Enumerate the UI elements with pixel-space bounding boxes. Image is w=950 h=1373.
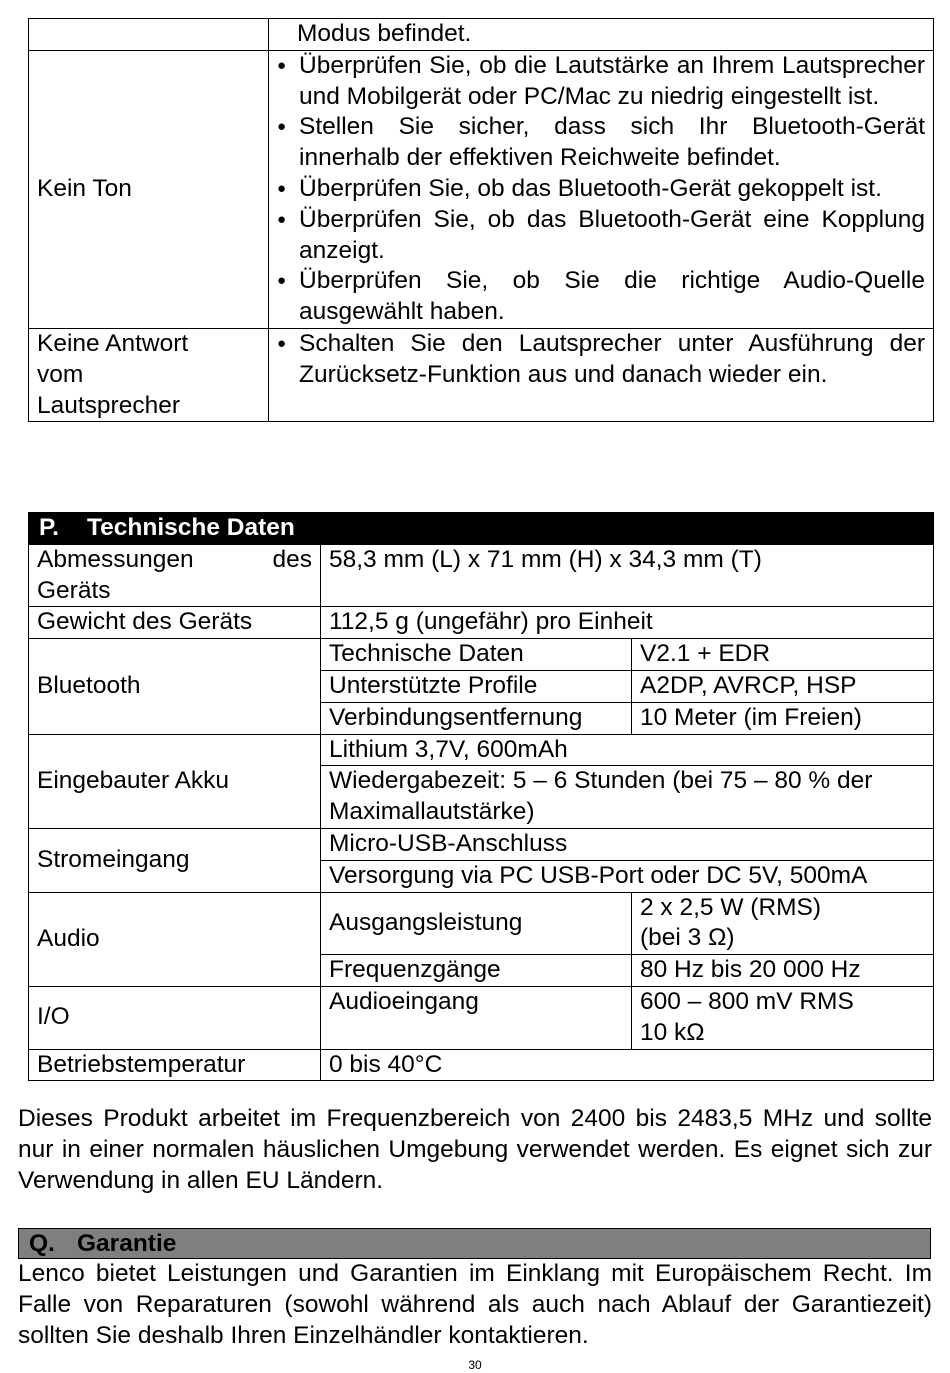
spec-label: Betriebstemperatur [29,1049,321,1081]
page-number: 30 [468,1358,482,1372]
spec-sublabel: Ausgangsleistung [321,892,632,955]
troubleshooting-table [28,18,934,422]
spec-value: 10 Meter (im Freien) [632,702,934,734]
list-item: ● Überprüfen Sie, ob das Bluetooth-Gerät gekoppelt ist. [277,174,925,205]
table-row [29,639,934,671]
specs-table [28,512,934,1081]
spec-value: V2.1 + EDR [632,639,934,671]
table-row [29,1049,934,1081]
solution-cell [269,50,934,328]
problem-cell [29,19,269,51]
spec-label: Stromeingang [29,828,321,892]
section-title: Technische Daten [87,514,295,541]
list-item: ● Stellen Sie sicher, dass sich Ihr Bluetooth-Gerät innerhalb der effektiven Reichweite befindet. [277,112,925,174]
table-row [29,328,934,421]
spec-label: Eingebauter Akku [29,734,321,828]
spec-label: Bluetooth [29,639,321,734]
spec-label: Audio [29,892,321,986]
spec-value: Micro-USB-Anschluss [321,828,934,860]
table-row [29,544,934,607]
warranty-text: Lenco bietet Leistungen und Garantien im Einklang mit Europäischem Recht. Im Falle von Reparaturen (sowohl während als auch nach Ablauf der Garantiezeit) sollten Sie deshalb Ihren Einzelhändler kontaktieren. [18,1260,932,1349]
spec-value [632,986,934,1049]
table-row [29,19,934,51]
table-row [29,50,934,328]
spec-value: Wiedergabezeit: 5 – 6 Stunden (bei 75 – 80 % der Maximallautstärke) [321,766,934,829]
spec-sublabel: Unterstützte Profile [321,670,632,702]
section-letter: Q. [29,1230,55,1257]
table-row [29,892,934,955]
section-header [29,513,934,545]
io-input-line-1: 600 – 800 mV RMS [640,987,854,1015]
audio-output-line-2: (bei 3 Ω) [640,924,735,952]
spec-value: A2DP, AVRCP, HSP [632,670,934,702]
warranty-header [18,1228,931,1259]
continued-text: Modus befindet. [269,19,934,51]
table-row [29,828,934,860]
table-row [29,607,934,639]
io-input-line-2: 10 kΩ [640,1018,705,1046]
list-item: ● Überprüfen Sie, ob das Bluetooth-Gerät eine Kopplung anzeigt. [277,205,925,267]
spec-value [632,892,934,955]
spec-label [29,544,321,607]
spec-sublabel: Verbindungsentfernung [321,702,632,734]
solution-cell [269,328,934,421]
spec-value: Lithium 3,7V, 600mAh [321,734,934,766]
section-letter: P. [39,514,59,541]
section-title: Garantie [77,1230,177,1257]
spec-label: Gewicht des Geräts [29,607,321,639]
problem-cell: Kein Ton [29,50,269,328]
spec-label: I/O [29,986,321,1049]
spec-value: 58,3 mm (L) x 71 mm (H) x 34,3 mm (T) [321,544,934,607]
table-row [29,986,934,1049]
spec-value: 0 bis 40°C [321,1049,934,1081]
audio-output-line-1: 2 x 2,5 W (RMS) [640,893,822,921]
list-item: ● Überprüfen Sie, ob Sie die richtige Audio-Quelle ausgewählt haben. [277,266,925,328]
dimensions-label: Abmessungen des Geräts [37,545,312,604]
list-item: ● Schalten Sie den Lautsprecher unter Ausführung der Zurücksetz-Funktion aus und danach wieder ein. [277,329,925,391]
spec-value: 112,5 g (ungefähr) pro Einheit [321,607,934,639]
spec-sublabel: Technische Daten [321,639,632,671]
table-row [29,734,934,766]
spec-sublabel: Frequenzgänge [321,955,632,987]
frequency-note: Dieses Produkt arbeitet im Frequenzbereich von 2400 bis 2483,5 MHz und sollte nur in einer normalen häuslichen Umgebung verwendet werden. Es eignet sich zur Verwendung in allen EU Ländern. [18,1105,932,1194]
problem-cell: Keine Antwort vom Lautsprecher [29,328,269,421]
list-item: ● Überprüfen Sie, ob die Lautstärke an Ihrem Lautsprecher und Mobilgerät oder PC/Mac zu niedrig eingestellt ist. [277,51,925,113]
spec-value: 80 Hz bis 20 000 Hz [632,955,934,987]
spec-value: Versorgung via PC USB-Port oder DC 5V, 500mA [321,860,934,892]
spec-sublabel: Audioeingang [321,986,632,1049]
